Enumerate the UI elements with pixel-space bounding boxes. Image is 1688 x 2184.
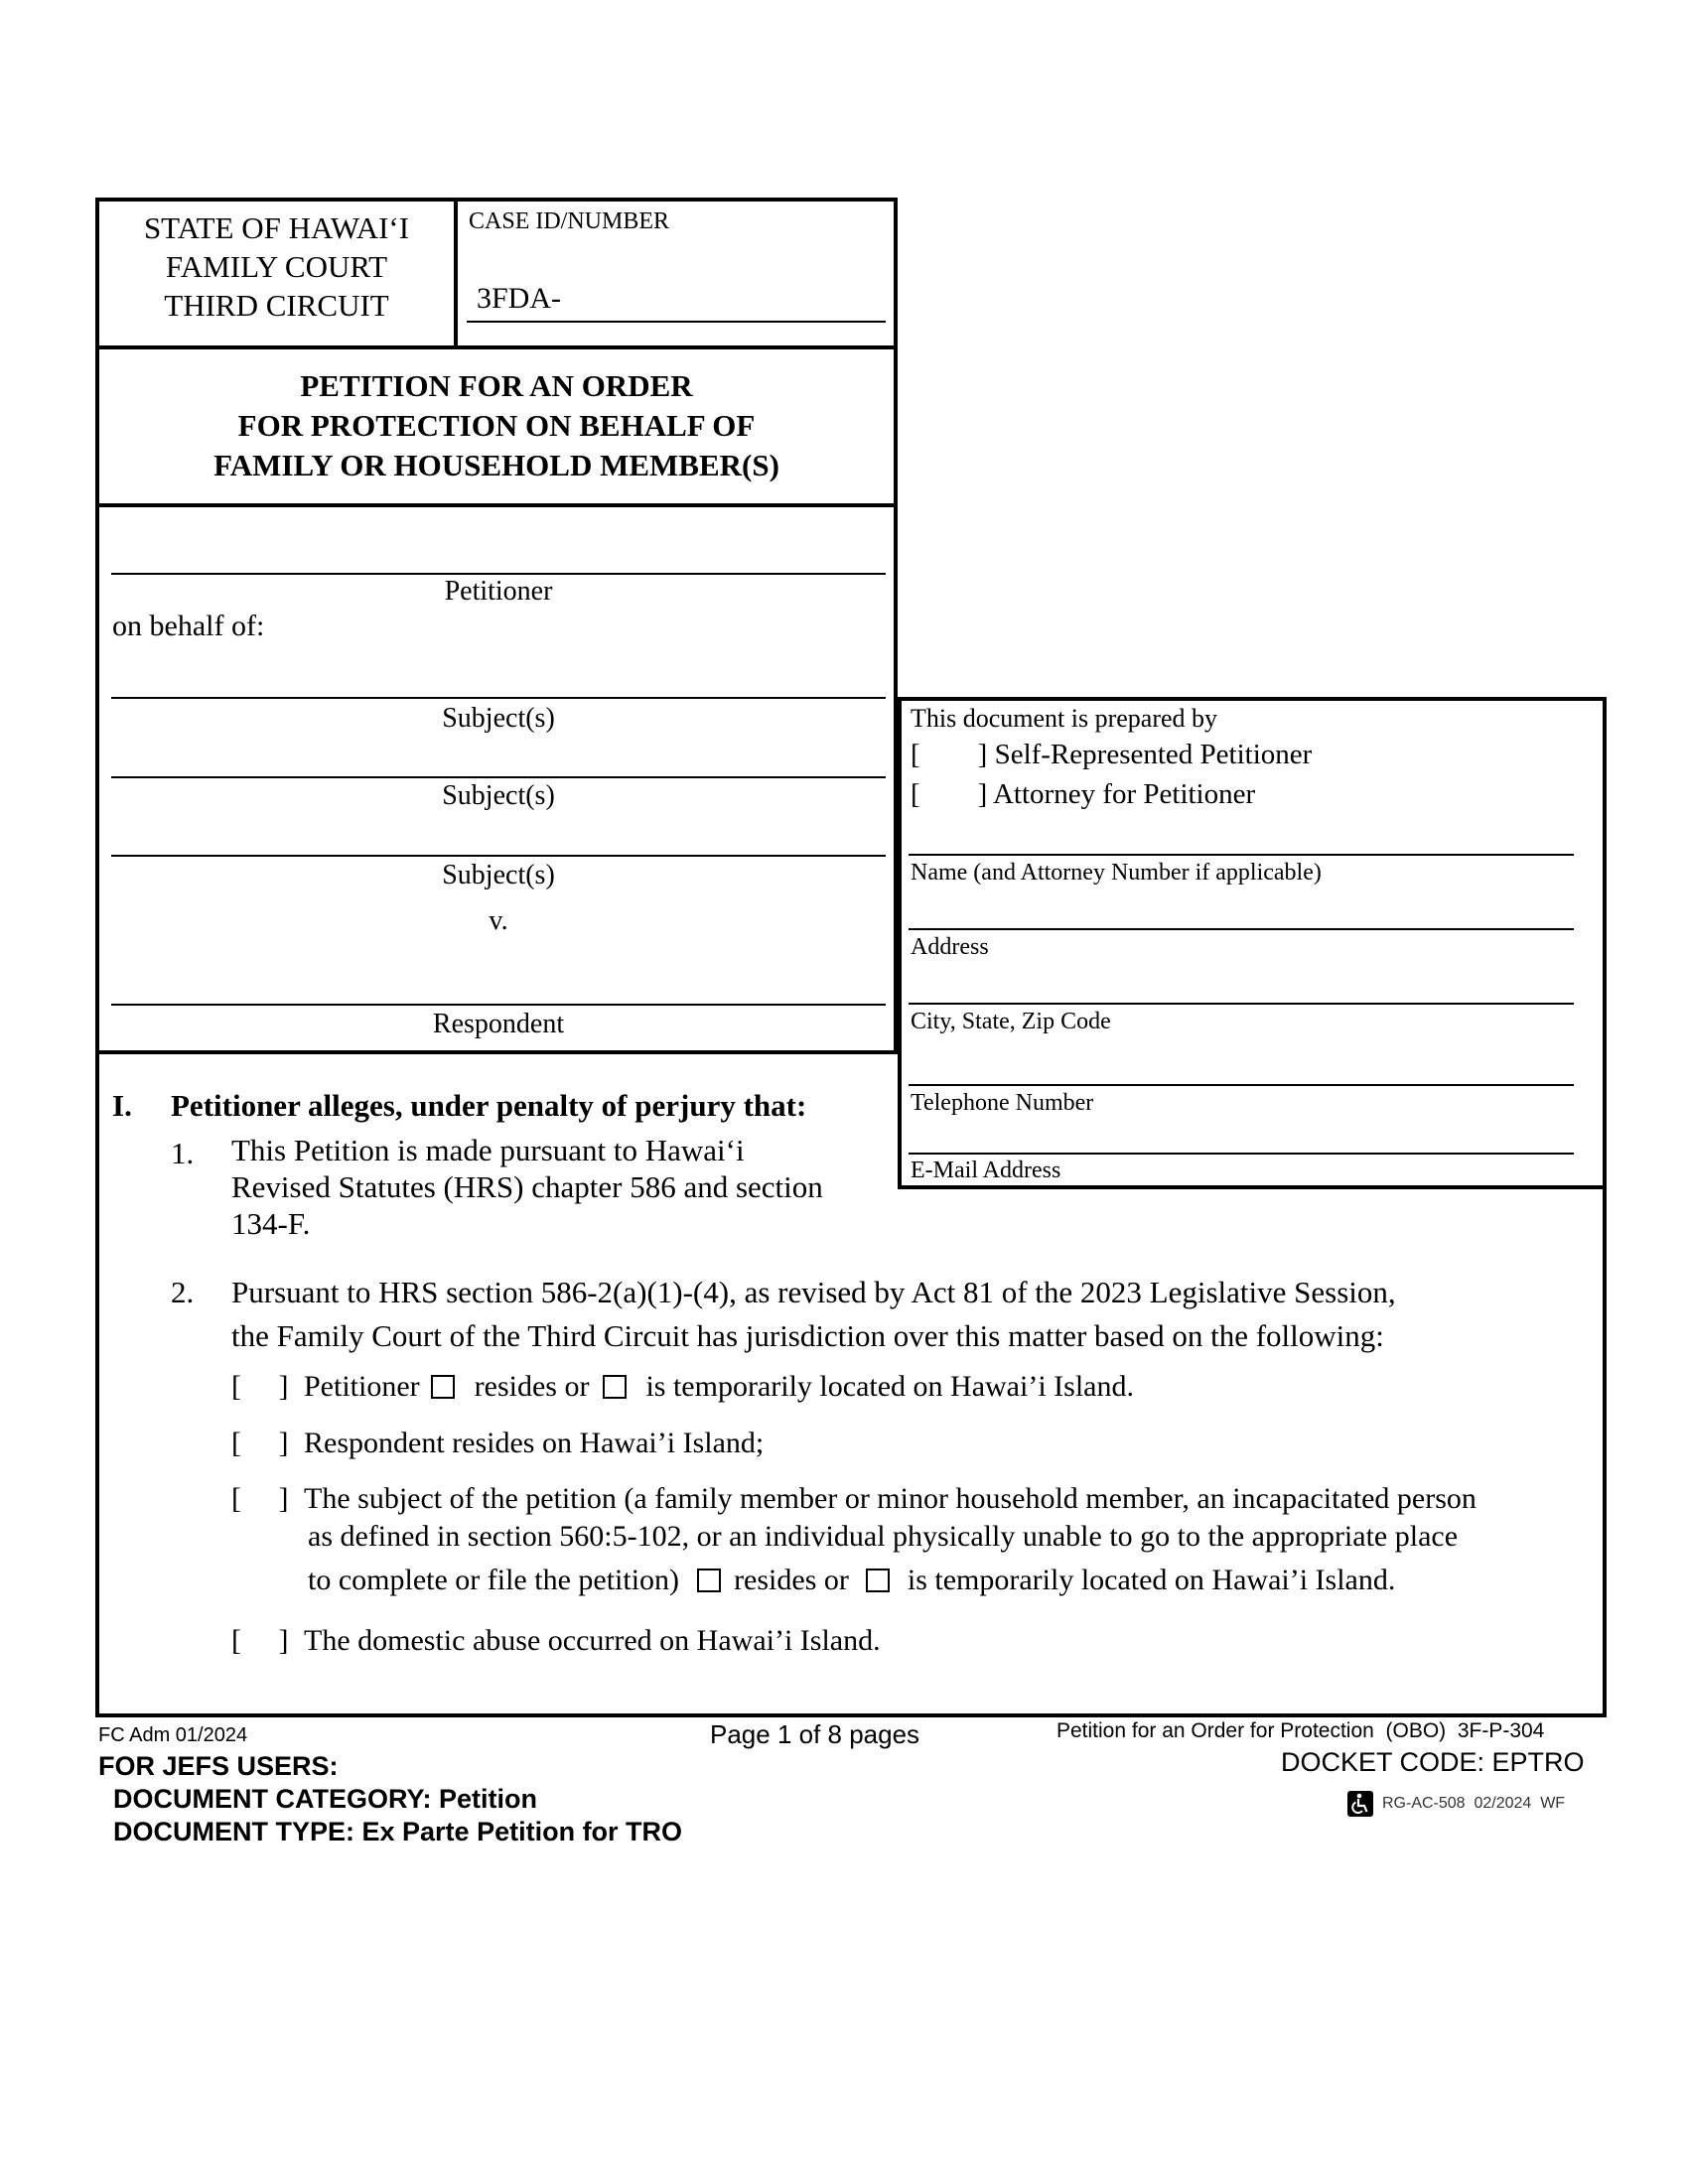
option-respondent-bracket[interactable]: [ ] xyxy=(231,1427,289,1459)
option-petitioner-label: Petitioner xyxy=(304,1370,420,1403)
subject-line-2[interactable] xyxy=(111,776,886,778)
self-represented-label: Self-Represented Petitioner xyxy=(994,739,1313,770)
case-id-underline xyxy=(467,321,886,323)
document-type-label: DOCUMENT TYPE: xyxy=(113,1817,354,1846)
option-subject-bracket[interactable]: [ ] xyxy=(231,1482,289,1515)
on-behalf-of-label: on behalf of: xyxy=(112,610,265,642)
petitioner-line[interactable] xyxy=(111,573,886,575)
form-title: Petition for an Order for Protection (OBO) 3F-P-304 xyxy=(1056,1719,1545,1742)
item-2-line-1: Pursuant to HRS section 586-2(a)(1)-(4), as revised by Act 81 of the 2023 Legislative Session, xyxy=(231,1275,1396,1309)
petitioner-label: Petitioner xyxy=(444,576,553,607)
case-id-label: CASE ID/NUMBER xyxy=(469,208,670,234)
item-2-number: 2. xyxy=(171,1275,195,1309)
document-category-value: Petition xyxy=(431,1784,537,1814)
court-line-circuit: THIRD CIRCUIT xyxy=(164,288,389,323)
document-category-label: DOCUMENT CATEGORY: xyxy=(113,1784,432,1814)
option-subject-line-1: The subject of the petition (a family member or minor household member, an incapacitated person xyxy=(304,1482,1477,1515)
attorney-bracket[interactable]: [ ] xyxy=(911,778,988,810)
document-type-value: Ex Parte Petition for TRO xyxy=(354,1817,683,1846)
document-type xyxy=(113,1817,682,1847)
option-abuse-bracket[interactable]: [ ] xyxy=(231,1624,289,1657)
title-line-3: FAMILY OR HOUSEHOLD MEMBER(S) xyxy=(213,448,779,482)
email-line[interactable] xyxy=(909,1153,1574,1155)
section-numeral: I. xyxy=(112,1088,132,1123)
self-represented-option[interactable] xyxy=(911,739,1312,771)
versus-label: v. xyxy=(489,905,508,936)
option-subject-temporary: is temporarily located on Hawai’i Island. xyxy=(907,1564,1396,1596)
phone-line[interactable] xyxy=(909,1084,1574,1086)
city-line[interactable] xyxy=(909,1003,1574,1005)
docket-code: DOCKET CODE: EPTRO xyxy=(1281,1747,1585,1777)
jefs-heading: FOR JEFS USERS: xyxy=(98,1751,339,1781)
respondent-line[interactable] xyxy=(111,1004,886,1006)
attorney-label: Attorney for Petitioner xyxy=(992,778,1256,810)
subject-line-3[interactable] xyxy=(111,855,886,857)
item-1-line-3: 134-F. xyxy=(231,1206,311,1241)
document-title xyxy=(99,366,894,485)
subject-resides-checkbox[interactable] xyxy=(697,1569,721,1592)
document-category xyxy=(113,1784,537,1815)
item-2-text xyxy=(231,1271,1396,1358)
option-petitioner-bracket[interactable]: [ ] xyxy=(231,1370,289,1403)
self-represented-bracket[interactable]: [ ] xyxy=(911,739,988,770)
court-header-divider xyxy=(454,198,458,349)
option-respondent-text: Respondent resides on Hawai’i Island; xyxy=(304,1427,765,1459)
petitioner-resides-checkbox[interactable] xyxy=(431,1375,455,1399)
subject-label-2: Subject(s) xyxy=(442,780,555,811)
accessibility-code: RG-AC-508 02/2024 WF xyxy=(1382,1795,1566,1812)
page-info: Page 1 of 8 pages xyxy=(710,1719,920,1749)
accessibility-icon xyxy=(1347,1791,1373,1817)
address-label: Address xyxy=(911,934,989,960)
option-petitioner-resides: resides or xyxy=(474,1370,590,1403)
section-heading: Petitioner alleges, under penalty of perjury that: xyxy=(171,1088,807,1123)
subject-temporary-checkbox[interactable] xyxy=(866,1569,890,1592)
case-id-value[interactable]: 3FDA- xyxy=(477,282,562,315)
item-1-text xyxy=(231,1132,887,1242)
respondent-label: Respondent xyxy=(432,1009,565,1039)
option-subject-line-2: as defined in section 560:5-102, or an individual physically unable to go to the appropriate place xyxy=(308,1520,1459,1553)
subject-label-3: Subject(s) xyxy=(442,860,555,890)
court-line-state: STATE OF HAWAI‘I xyxy=(143,210,410,245)
title-line-2: FOR PROTECTION ON BEHALF OF xyxy=(237,408,756,443)
option-subject-line-3 xyxy=(308,1564,1395,1597)
option-subject-resides: resides or xyxy=(734,1564,849,1596)
item-2-line-2: the Family Court of the Third Circuit has jurisdiction over this matter based on the following: xyxy=(231,1318,1384,1353)
city-label: City, State, Zip Code xyxy=(911,1009,1111,1034)
item-1-number: 1. xyxy=(171,1136,195,1170)
subject-line-1[interactable] xyxy=(111,697,886,699)
petitioner-temporary-checkbox[interactable] xyxy=(603,1375,627,1399)
court-line-family: FAMILY COURT xyxy=(165,249,388,284)
title-line-1: PETITION FOR AN ORDER xyxy=(300,368,693,403)
attorney-option[interactable] xyxy=(911,778,1255,811)
item-1-line-2: Revised Statutes (HRS) chapter 586 and section xyxy=(231,1169,823,1204)
option-petitioner-temporary: is temporarily located on Hawai’i Island. xyxy=(645,1370,1134,1403)
phone-label: Telephone Number xyxy=(911,1090,1094,1116)
form-code: FC Adm 01/2024 xyxy=(98,1724,248,1746)
name-line[interactable] xyxy=(909,854,1574,856)
prepared-by-heading: This document is prepared by xyxy=(911,704,1218,733)
subject-label-1: Subject(s) xyxy=(442,703,555,734)
address-line[interactable] xyxy=(909,928,1574,930)
item-1-line-1: This Petition is made pursuant to Hawai‘i xyxy=(231,1133,745,1167)
option-abuse-text: The domestic abuse occurred on Hawai’i Island. xyxy=(304,1624,881,1657)
email-label: E-Mail Address xyxy=(911,1158,1061,1183)
option-petitioner xyxy=(304,1370,1134,1404)
option-subject-line-3-text: to complete or file the petition) xyxy=(308,1564,680,1596)
court-name xyxy=(99,208,454,325)
name-label: Name (and Attorney Number if applicable) xyxy=(911,860,1322,886)
